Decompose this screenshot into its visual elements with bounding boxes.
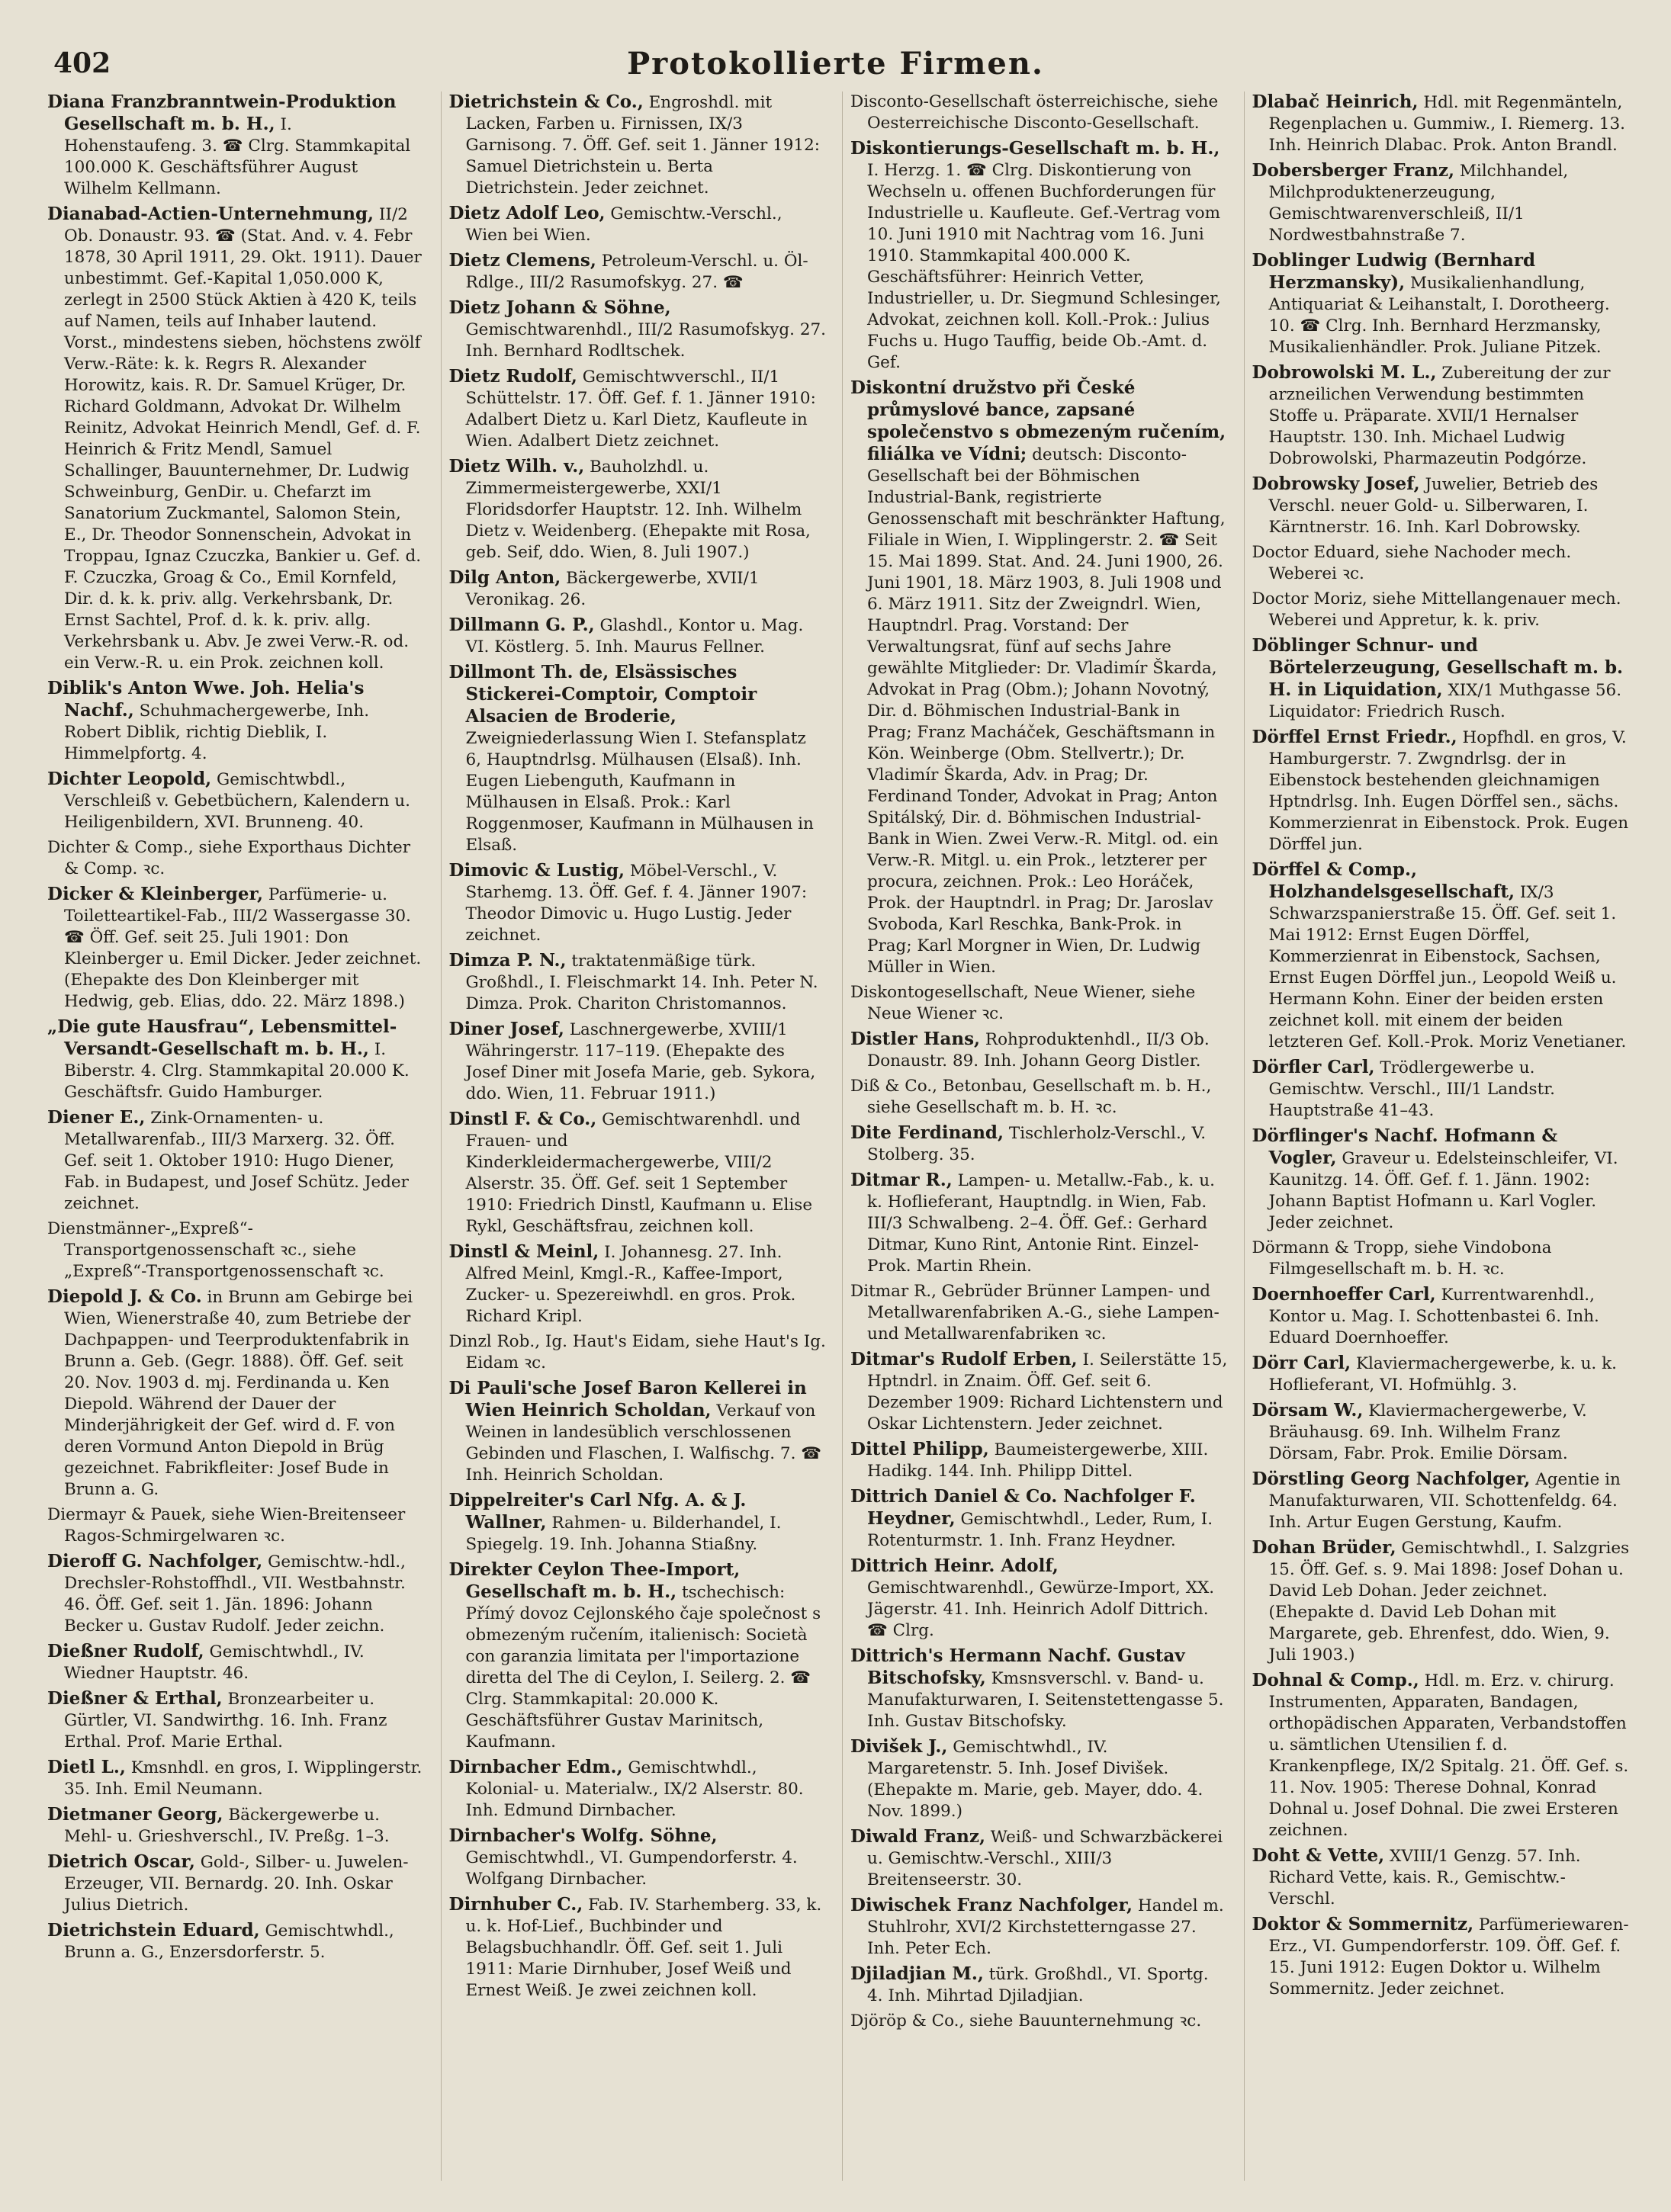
directory-entry [449,203,827,246]
firm-details: tschechisch: Přímý dovoz Cejlonského čaje společnost s obmezeným ručením, italienisch: Società con garanzia limitata per l'importazione diretta del The di Ceylon, I. Seilerg. 2. ☎ Clrg. Stammkapital: 20.000 K. Geschäftsführer Gustav Marinitsch, Kaufmann. [465,1583,821,1751]
directory-entry [47,769,426,833]
directory-entry [850,377,1229,978]
firm-details: I. Seilerstätte 15, Hptndrl. in Znaim. Öff. Gef. seit 6. Dezember 1909: Richard Lichtenstern und Oskar Lichtenstern. Jeder zeichnet. [867,1350,1228,1433]
directory-entry [47,1218,426,1283]
firm-name: Dirnhuber C., [448,1894,583,1915]
firm-name: Dittrich Heinr. Adolf, [850,1555,1059,1576]
directory-entry [449,1757,827,1822]
firm-details: Graveur u. Edelsteinschleifer, VI. Kaunitzg. 14. Öff. Gef. f. 1. Jänn. 1902: Johann Baptist Hofmann u. Karl Vogler. Jeder zeichnet. [1268,1149,1618,1232]
firm-details: Weiß- und Schwarzbäckerei u. Gemischtw.-Verschl., XIII/3 Breitenseerstr. 30. [867,1828,1223,1889]
directory-entry [47,1920,426,1963]
directory-entry [1252,1845,1631,1910]
directory-entry [850,1439,1229,1482]
directory-entry [1252,542,1631,585]
firm-details: Agentie in Manufakturwaren, VII. Schottenfeldg. 64. Inh. Artur Eugen Gerstung, Kaufm. [1268,1470,1621,1532]
firm-name: Diana Franzbranntwein-Produktion Gesellschaft m. b. H., [47,91,397,134]
directory-entry [449,662,827,856]
directory-entry [449,1825,827,1890]
firm-details: Djöröp & Co., siehe Bauunternehmung ꝛc. [850,2011,1202,2031]
firm-details: Hdl. mit Regenmänteln, Regenplachen u. Gummiw., I. Riemerg. 13. Inh. Heinrich Dlabac. Prok. Anton Brandl. [1268,93,1625,155]
firm-details: Kmsnhdl. en gros, I. Wipplingerstr. 35. Inh. Emil Neumann. [64,1758,423,1799]
firm-name: Dietz Johann & Söhne, [448,297,671,318]
directory-entry [850,1281,1229,1345]
directory-entry [47,204,426,674]
firm-name: Diskontierungs-Gesellschaft m. b. H., [850,138,1220,159]
firm-name: Dicker & Kleinberger, [47,884,263,904]
directory-entry [47,1286,426,1501]
firm-details: I. Johannesg. 27. Inh. Alfred Meinl, Kmgl.-R., Kaffee-Import, Zucker- u. Spezereiwhdl. en gros. Prok. Richard Kripl. [465,1243,796,1326]
directory-entry [449,297,827,362]
firm-details: Parfümeriewaren-Erz., VI. Gumpendorferstr. 109. Öff. Gef. f. 15. Juni 1912: Eugen Doktor u. Wilhelm Sommernitz. Jeder zeichnet. [1268,1915,1629,1999]
firm-details: Gemischtwhdl., IV. Wiedner Hauptstr. 46. [64,1642,365,1683]
firm-details: Gemischtw.-Verschl., Wien bei Wien. [465,204,782,245]
directory-entry [449,1109,827,1238]
directory-entry [47,1016,426,1103]
directory-entry [47,1551,426,1637]
directory-entry [47,1688,426,1753]
firm-name: Dlabač Heinrich, [1252,91,1419,112]
firm-name: Dietrichstein Eduard, [47,1920,260,1941]
firm-details: Gemischtwhdl., Brunn a. G., Enzersdorferstr. 5. [64,1921,394,1962]
firm-details: I. Herzg. 1. ☎ Clrg. Diskontierung von Wechseln u. offenen Buchforderungen für Industrielle u. Kaufleute. Gef.-Vertrag vom 10. Juni 1910 mit Nachtrag vom 16. Juni 1910. Stammkapital 400.000 K. Geschäftsführer: Heinrich Vetter, Industrieller, u. Dr. Siegmund Schlesinger, Advokat, zeichnen koll. Koll.-Prok.: Julius Fuchs u. Hugo Tauffig, beide Ob.-Amt. d. Gef. [867,161,1221,372]
firm-name: Doktor & Sommernitz, [1252,1914,1474,1934]
directory-entry [47,1804,426,1848]
firm-details: Klaviermachergewerbe, V. Bräuhausg. 69. Inh. Wilhelm Franz Dörsam, Fabr. Prok. Emilie Dörsam. [1268,1401,1587,1463]
firm-details: Disconto-Gesellschaft österreichische, siehe Oesterreichische Disconto-Gesellschaft. [850,92,1219,133]
directory-entry [47,1504,426,1547]
firm-details: Tischlerholz-Verschl., V. Stolberg. 35. [867,1124,1207,1164]
firm-details: Milchhandel, Milchproduktenerzeugung, Gemischtwarenverschleiß, II/1 Nordwestbahnstraße 7. [1268,162,1569,245]
firm-details: Laschnergewerbe, XVIII/1 Währingerstr. 117–119. (Ehepakte des Josef Diner mit Josefa Marie, geb. Sykora, ddo. Wien, 11. Februar 1911.) [465,1020,816,1103]
firm-details: Zweigniederlassung Wien I. Stefansplatz 6, Hauptndrlsg. Mülhausen (Elsaß). Inh. Eugen Liebenguth, Kaufmann in Mülhausen in Elsaß. Prok.: Karl Roggenmoser, Kaufmann in Mülhausen in Elsaß. [465,729,814,855]
firm-details: Doctor Moriz, siehe Mittellangenauer mech. Weberei und Appretur, k. k. priv. [1252,589,1621,630]
firm-name: Djiladjian M., [850,1963,984,1984]
firm-name: Dörffel & Comp., Holzhandelsgesellschaft, [1252,859,1515,902]
directory-entry [449,250,827,294]
running-head: Protokollierte Firmen. [627,46,1044,82]
firm-details: Hdl. m. Erz. v. chirurg. Instrumenten, Apparaten, Bandagen, orthopädischen Apparaten, Verbandstoffen u. sämtlichen Utensilien f. d. Krankenpflege, IX/2 Spitalg. 21. Öff. Gef. s. 11. Nov. 1905: Therese Dohnal, Konrad Dohnal u. Josef Dohnal. Die zwei Ersteren zeichnen. [1268,1671,1629,1840]
firm-details: Kurrentwarenhdl., Kontor u. Mag. I. Schottenbastei 6. Inh. Eduard Doernhoeffer. [1268,1286,1599,1347]
directory-entry [449,1019,827,1105]
firm-name: Dimza P. N., [448,950,567,971]
directory-entry [449,615,827,658]
firm-details: Zubereitung der zur arzneilichen Verwendung bestimmten Stoffe u. Präparate. XVII/1 Hernalser Hauptstr. 130. Inh. Michael Ludwig Dobrowolski, Pharmazeutin Podgórze. [1268,364,1611,468]
directory-entry [449,366,827,452]
firm-name: Diskontní družstvo při České průmyslové bance, zapsané společenstvo s obmezeným ručením, filiálka ve Vídni; [850,377,1226,464]
firm-details: IX/3 Schwarzspanierstraße 15. Öff. Gef. seit 1. Mai 1912: Ernst Eugen Dörffel, Kommerzienrat in Eibenstock, Sachsen, Ernst Eugen Dörffel jun., Leopold Weiß u. Hermann Kohn. Einer der beiden ersten zeichnet koll. mit einem der beiden letzteren Gef. Koll.-Prok. Moriz Venetianer. [1268,883,1627,1051]
firm-details: Dörmann & Tropp, siehe Vindobona Filmgesellschaft m. b. H. ꝛc. [1252,1238,1552,1279]
firm-details: Gemischtwarenhdl. und Frauen- und Kinderkleidermachergewerbe, VIII/2 Alserstr. 35. Öff. Gef. seit 1 September 1910: Friedrich Dinstl, Kaufmann u. Elise Rykl, Geschäftsfrau, zeichnen koll. [465,1110,813,1236]
firm-details: Bauholzhdl. u. Zimmermeistergewerbe, XXI/1 Floridsdorfer Hauptstr. 12. Inh. Wilhelm Dietz v. Weidenberg. (Ehepakte mit Rosa, geb. Seif, ddo. Wien, 8. Juli 1907.) [465,457,811,562]
firm-name: Dobersberger Franz, [1252,160,1454,181]
firm-name: Dinstl F. & Co., [448,1109,597,1129]
firm-details: Bäckergewerbe, XVII/1 Veronikag. 26. [465,569,760,609]
firm-name: Diner Josef, [448,1019,564,1039]
directory-entry [850,1826,1229,1891]
directory-entry [850,1963,1229,2007]
firm-name: Dietrich Oscar, [47,1851,195,1872]
directory-entry [1252,474,1631,538]
directory-entry [47,1107,426,1215]
firm-name: Dittrich's Hermann Nachf. Gustav Bitschofsky, [850,1645,1185,1688]
firm-name: „Die gute Hausfrau“, Lebensmittel-Versandt-Gesellschaft m. b. H., [47,1016,397,1059]
directory-entry [47,91,426,200]
directory-entry [850,1486,1229,1552]
firm-name: Dirnbacher Edm., [448,1757,623,1777]
firm-details: Gemischtwbdl., Verschleiß v. Gebetbüchern, Kalendern u. Heiligenbildern, XVI. Brunneng. 40. [64,770,410,832]
firm-name: Dimovic & Lustig, [448,860,625,881]
directory-entry [449,91,827,199]
firm-details: Dichter & Comp., siehe Exporthaus Dichter & Comp. ꝛc. [47,838,411,878]
column-1 [47,91,426,2181]
firm-details: Gold-, Silber- u. Juwelen-Erzeuger, VII. Bernardg. 20. Inh. Oskar Julius Dietrich. [64,1853,409,1915]
directory-entry [449,1894,827,2002]
firm-name: Dießner Rudolf, [47,1641,204,1661]
firm-details: Rahmen- u. Bilderhandel, I. Spiegelg. 19. Inh. Johanna Stiaßny. [465,1514,782,1554]
directory-entry [449,1241,827,1328]
directory-entry [1252,1238,1631,1280]
firm-details: Bronzearbeiter u. Gürtler, VI. Sandwirthg. 16. Inh. Franz Erthal. Prof. Marie Erthal. [64,1690,387,1751]
firm-name: Dohnal & Comp., [1252,1670,1419,1690]
firm-details: Zink-Ornamenten- u. Metallwarenfab., III/3 Marxerg. 32. Öff. Gef. seit 1. Oktober 1910: Hugo Diener, Fab. in Budapest, und Josef Schütz. Jeder zeichnet. [64,1109,409,1213]
firm-details: XIX/1 Muthgasse 56. Liquidator: Friedrich Rusch. [1268,681,1622,721]
firm-name: Dillmann G. P., [448,615,595,635]
firm-details: Gemischtwhdl., I. Salzgries 15. Öff. Gef. s. 9. Mai 1898: Josef Dohan u. David Leb Dohan. Jeder zeichnet. (Ehepakte d. David Leb Dohan mit Margarete, geb. Ehrenfest, ddo. Wien, 9. Juli 1903.) [1268,1539,1630,1665]
firm-details: traktatenmäßige türk. Großhdl., I. Fleischmarkt 14. Inh. Peter N. Dimza. Prok. Chariton Christomannos. [465,952,818,1013]
firm-name: Dillmont Th. de, Elsässisches Stickerei-Comptoir, Comptoir Alsacien de Broderie, [448,662,757,727]
firm-name: Dießner & Erthal, [47,1688,223,1709]
firm-details: Möbel-Verschl., V. Starhemg. 13. Öff. Gef. f. 4. Jänner 1907: Theodor Dimovic u. Hugo Lustig. Jeder zeichnet. [465,862,808,945]
directory-entry [1252,635,1631,723]
directory-entry [1252,1469,1631,1533]
directory-entry [47,837,426,880]
page-number: 402 [53,47,111,79]
directory-entry [850,2011,1229,2032]
directory-entry [47,1851,426,1916]
firm-details: Hopfhdl. en gros, V. Hamburgerstr. 7. Zwgndrlsg. der in Eibenstock bestehenden gleichnamigen Hptndrlsg. Inh. Eugen Dörffel sen., sächs. Kommerzienrat in Eibenstock. Prok. Eugen Dörffel jun. [1268,728,1629,854]
firm-details: Gemischtwhdl., IV. Margaretenstr. 5. Inh. Josef Divišek. (Ehepakte m. Marie, geb. Mayer, ddo. 4. Nov. 1899.) [867,1738,1203,1821]
firm-details: Gemischtwarenhdl., Gewürze-Import, XX. Jägerstr. 41. Inh. Heinrich Adolf Dittrich. ☎ Clrg. [867,1578,1215,1640]
firm-name: Döblinger Schnur- und Börtelerzeugung, Gesellschaft m. b. H. in Liquidation, [1252,635,1624,700]
firm-details: Gemischtwhdl., Kolonial- u. Materialw., IX/2 Alserstr. 80. Inh. Edmund Dirnbacher. [465,1758,804,1820]
firm-details: Petroleum-Verschl. u. Öl-Rdlge., III/2 Rasumofskyg. 27. ☎ [465,252,808,292]
firm-name: Diepold J. & Co. [47,1286,202,1307]
firm-details: Verkauf von Weinen in landesüblich verschlossenen Gebinden und Flaschen, I. Walfischg. 7. ☎ Inh. Heinrich Scholdan. [465,1401,822,1485]
directory-entry [1252,1353,1631,1396]
directory-entry [1252,1284,1631,1349]
firm-name: Diener E., [47,1107,146,1128]
firm-details: Handel m. Stuhlrohr, XVI/2 Kirchstetterngasse 27. Inh. Peter Ech. [867,1896,1224,1958]
firm-details: Bäckergewerbe u. Mehl- u. Grieshverschl., IV. Preßg. 1–3. [64,1806,390,1846]
firm-name: Dietz Adolf Leo, [448,203,606,223]
firm-details: Kmsnsverschl. v. Band- u. Manufakturwaren, I. Seitenstettengasse 5. Inh. Gustav Bitschofsky. [867,1669,1224,1731]
firm-details: Diß & Co., Betonbau, Gesellschaft m. b. H., siehe Gesellschaft m. b. H. ꝛc. [850,1077,1212,1117]
firm-name: Dinstl & Meinl, [448,1241,599,1262]
directory-entry [850,1895,1229,1960]
firm-name: Dietz Clemens, [448,250,596,271]
directory-entry [850,1076,1229,1119]
firm-details: Dinzl Rob., Ig. Haut's Eidam, siehe Haut's Ig. Eidam ꝛc. [448,1332,826,1372]
firm-name: Dörfler Carl, [1252,1057,1375,1077]
firm-details: Gemischtwhdl., Leder, Rum, I. Rotenturmstr. 1. Inh. Franz Heydner. [867,1510,1213,1550]
firm-details: Musikalienhandlung, Antiquariat & Leihanstalt, I. Dorotheerg. 10. ☎ Clrg. Inh. Bernhard Herzmansky, Musikalienhändler. Prok. Juliane Pitzek. [1268,274,1610,357]
directory-entry [47,1757,426,1800]
firm-details: deutsch: Disconto-Gesellschaft bei der Böhmischen Industrial-Bank, registrierte Genossenschaft mit beschränkter Haftung, Filiale in Wien, I. Wipplingerstr. 2. ☎ Seit 15. Mai 1899. Stat. And. 24. Juni 1900, 26. Juni 1901, 18. März 1903, 8. Juli 1908 und 6. März 1911. Sitz der Zweigndrl. Wien, Hauptndrl. Prag. Vorstand: Der Verwaltungsrat, fünf auf sechs Jahre gewählte Mitglieder: Dr. Vladimír Škarda, Advokat in Prag (Obm.); Johann Novotný, Dir. d. Böhmischen Industrial-Bank in Prag; Franz Macháček, Geschäftsmann in Kön. Weinberge (Obm. Stellvertr.); Dr. Vladimír Škarda, Adv. in Prag; Dr. Ferdinand Tonder, Advokat in Prag; Anton Spitálský, Dir. d. Böhmischen Industrial-Bank in Wien. Zwei Verw.-R. Mitgl. od. ein Verw.-R. Mitgl. u. ein Prok., letzterer per procura, zeichnen. Prok.: Leo Horáček, Prok. der Hauptndrl. in Prag; Dr. Jaroslav Svoboda, Karl Reschka, Bank-Prok. in Prag; Karl Morgner in Wien, Dr. Ludwig Müller in Wien. [867,445,1226,977]
column-2 [441,91,827,2181]
directory-entry [850,1555,1229,1642]
firm-name: Dirnbacher's Wolfg. Söhne, [448,1825,718,1846]
firm-name: Dörffel Ernst Friedr., [1252,727,1457,747]
firm-name: Divišek J., [850,1736,948,1757]
firm-name: Doht & Vette, [1252,1845,1385,1866]
firm-details: Trödlergewerbe u. Gemischtw. Verschl., III/1 Landstr. Hauptstraße 41–43. [1268,1058,1555,1120]
firm-name: Dobrowsky Josef, [1252,474,1420,494]
directory-entry [850,91,1229,134]
directory-entry [47,884,426,1013]
directory-entry [1252,1537,1631,1666]
firm-details: Gemischtwverschl., II/1 Schüttelstr. 17. Öff. Gef. f. 1. Jänner 1910: Adalbert Dietz u. Karl Dietz, Kaufleute in Wien. Adalbert Dietz zeichnet. [465,368,816,451]
directory-entry [449,1559,827,1753]
firm-name: Dite Ferdinand, [850,1122,1004,1143]
firm-name: Dilg Anton, [448,567,561,588]
directory-entry [449,1490,827,1555]
firm-name: Ditmar's Rudolf Erben, [850,1349,1078,1369]
firm-details: Doctor Eduard, siehe Nachoder mech. Weberei ꝛc. [1252,543,1572,583]
firm-details: Diermayr & Pauek, siehe Wien-Breitenseer Ragos-Schmirgelwaren ꝛc. [47,1505,406,1546]
directory-entry [1252,1670,1631,1841]
firm-name: Distler Hans, [850,1029,981,1049]
firm-name: Dobrowolski M. L., [1252,362,1437,383]
firm-details: Juwelier, Betrieb des Verschl. neuer Gold- u. Silberwaren, I. Kärntnerstr. 16. Inh. Karl Dobrowsky. [1268,475,1599,537]
firm-details: Glashdl., Kontor u. Mag. VI. Köstlerg. 5. Inh. Maurus Fellner. [465,616,804,657]
directory-columns [47,91,1630,2181]
directory-entry [1252,1914,1631,2000]
firm-details: Klaviermachergewerbe, k. u. k. Hoflieferant, VI. Hofmühlg. 3. [1268,1354,1617,1395]
firm-name: Dietl L., [47,1757,126,1777]
firm-details: Rohproduktenhdl., II/3 Ob. Donaustr. 89. Inh. Johann Georg Distler. [867,1030,1210,1071]
firm-name: Dianabad-Actien-Unternehmung, [47,204,374,224]
firm-details: Schuhmachergewerbe, Inh. Robert Diblik, richtig Dieblik, I. Himmelpfortg. 4. [64,701,370,763]
firm-details: in Brunn am Gebirge bei Wien, Wienerstraße 40, zum Betriebe der Dachpappen- und Teerproduktenfabrik in Brunn a. Geb. (Gegr. 1888). Öff. Gef. seit 20. Nov. 1903 d. mj. Ferdinanda u. Ken Diepold. Während der Dauer der Minderjährigkeit der Gef. wird d. F. von deren Vormund Anton Diepold in Brüg gezeichnet. Fabrikfleiter: Josef Bude in Brunn a. G. [64,1288,413,1499]
firm-details: Fab. IV. Starhemberg. 33, k. u. k. Hof-Lief., Buchbinder und Belagsbuchhandlr. Öff. Gef. seit 1. Juli 1911: Marie Dirnhuber, Josef Weiß und Ernest Weiß. Je zwei zeichnen koll. [465,1896,822,2000]
firm-details: Dienstmänner-„Expreß“-Transportgenossenschaft ꝛc., siehe „Expreß“-Transportgenossenschaft ꝛc. [47,1219,384,1281]
directory-entry [1252,589,1631,631]
firm-details: II/2 Ob. Donaustr. 93. ☎ (Stat. And. v. 4. Febr 1878, 30 April 1911, 29. Okt. 1911). Dauer unbestimmt. Gef.-Kapital 1,050.000 K, zerlegt in 2500 Stück Aktien à 420 K, teils auf Namen, teils auf Inhaber lautend. Vorst., mindestens sieben, höchstens zwölf Verw.-Räte: k. k. Regrs R. Alexander Horowitz, kais. R. Dr. Samuel Krüger, Dr. Richard Goldmann, Advokat Dr. Wilhelm Reinitz, Advokat Heinrich Mendl, Gef. d. F. Heinrich & Fritz Mendl, Samuel Schallinger, Bauunternehmer, Dr. Ludwig Schweinburg, GenDir. u. Chefarzt im Sanatorium Zuckmantel, Salomon Stein, E., Dr. Theodor Sonnenschein, Advokat in Troppau, Ignaz Czuczka, Bankier u. Gef. d. F. Czuczka, Groag & Co., Emil Kornfeld, Dir. d. k. k. priv. allg. Verkehrsbank, Dr. Ernst Sachtel, Prof. d. k. k. priv. allg. Verkehrsbank u. Abv. Je zwei Verw.-R. od. ein Verw.-R. u. ein Prok. zeichnen koll. [64,205,422,673]
firm-name: Dörr Carl, [1252,1353,1351,1373]
directory-entry [1252,91,1631,156]
firm-details: Baumeistergewerbe, XIII. Hadikg. 144. Inh. Philipp Dittel. [867,1440,1209,1481]
directory-entry [1252,362,1631,470]
firm-details: Gemischtwarenhdl., III/2 Rasumofskyg. 27. Inh. Bernhard Rodltschek. [465,320,827,361]
directory-entry [449,860,827,946]
directory-entry [850,1170,1229,1277]
directory-entry [449,1331,827,1374]
firm-details: türk. Großhdl., VI. Sportg. 4. Inh. Mihrtad Djiladjian. [867,1965,1209,2005]
directory-entry [449,1378,827,1486]
firm-name: Direkter Ceylon Thee-Import, Gesellschaft m. b. H., [448,1559,741,1602]
firm-name: Dittel Philipp, [850,1439,989,1459]
firm-details: I. Biberstr. 4. Clrg. Stammkapital 20.000 K. Geschäftsfr. Guido Hamburger. [64,1040,410,1102]
firm-details: Parfümerie- u. Toiletteartikel-Fab., III/2 Wassergasse 30. ☎ Öff. Gef. seit 25. Juli 1901: Don Kleinberger u. Emil Dicker. Jeder zeichnet. (Ehepakte des Don Kleinberger mit Hedwig, geb. Elias, ddo. 22. März 1898.) [64,885,422,1011]
firm-name: Dörsam W., [1252,1400,1364,1421]
directory-entry [850,1349,1229,1435]
directory-entry [1252,727,1631,856]
firm-name: Dietmaner Georg, [47,1804,223,1825]
firm-name: Dietrichstein & Co., [448,91,644,112]
firm-details: Lampen- u. Metallw.-Fab., k. u. k. Hoflieferant, Hauptndlg. in Wien, Fab. III/3 Schwalbeng. 2–4. Öff. Gef.: Gerhard Ditmar, Kuno Rint, Antonie Rint. Einzel-Prok. Martin Rhein. [867,1171,1215,1276]
firm-details: Diskontogesellschaft, Neue Wiener, siehe Neue Wiener ꝛc. [850,983,1196,1023]
directory-entry [1252,859,1631,1053]
firm-details: Gemischtw.-hdl., Drechsler-Rohstoffhdl., VII. Westbahnstr. 46. Öff. Gef. seit 1. Jän. 1896: Johann Becker u. Gustav Rudolf. Jeder zeichn. [64,1552,406,1636]
directory-entry [449,456,827,563]
firm-name: Doernhoeffer Carl, [1252,1284,1436,1305]
firm-name: Doblinger Ludwig (Bernhard Herzmansky), [1252,250,1536,293]
firm-name: Diblik's Anton Wwe. Joh. Helia's Nachf., [47,678,365,721]
directory-entry [47,678,426,765]
firm-name: Dohan Brüder, [1252,1537,1396,1558]
firm-name: Di Pauli'sche Josef Baron Kellerei in Wien Heinrich Scholdan, [448,1378,807,1421]
firm-name: Dippelreiter's Carl Nfg. A. & J. Wallner, [448,1490,747,1533]
firm-name: Dörstling Georg Nachfolger, [1252,1469,1531,1489]
directory-entry [1252,1057,1631,1122]
directory-entry [1252,160,1631,246]
firm-name: Ditmar R., [850,1170,953,1190]
directory-entry [449,950,827,1015]
column-3 [842,91,1229,2181]
directory-entry [850,1029,1229,1072]
firm-name: Dietz Wilh. v., [448,456,585,477]
firm-name: Dittrich Daniel & Co. Nachfolger F. Heydner, [850,1486,1196,1529]
firm-details: Engroshdl. mit Lacken, Farben u. Firnissen, IX/3 Garnisong. 7. Öff. Gef. seit 1. Jänner 1912: Samuel Dietrichstein u. Berta Dietrichstein. Jeder zeichnet. [465,93,821,197]
column-4 [1244,91,1631,2181]
directory-entry [850,138,1229,374]
firm-details: Gemischtwhdl., VI. Gumpendorferstr. 4. Wolfgang Dirnbacher. [465,1848,798,1889]
directory-entry [850,982,1229,1025]
directory-entry [850,1122,1229,1166]
directory-entry [1252,250,1631,358]
firm-details: XVIII/1 Genzg. 57. Inh. Richard Vette, kais. R., Gemischtw.-Verschl. [1268,1847,1581,1909]
directory-entry [47,1641,426,1684]
firm-name: Dieroff G. Nachfolger, [47,1551,263,1572]
directory-entry [1252,1400,1631,1465]
firm-name: Diwald Franz, [850,1826,985,1847]
directory-entry [850,1645,1229,1732]
directory-entry [850,1736,1229,1822]
firm-name: Dietz Rudolf, [448,366,577,387]
directory-entry [1252,1125,1631,1234]
firm-name: Dörflinger's Nachf. Hofmann & Vogler, [1252,1125,1558,1168]
firm-details: Ditmar R., Gebrüder Brünner Lampen- und Metallwarenfabriken A.-G., siehe Lampen- und Metallwarenfabriken ꝛc. [850,1282,1220,1344]
firm-name: Diwischek Franz Nachfolger, [850,1895,1133,1915]
directory-entry [449,567,827,611]
firm-name: Dichter Leopold, [47,769,212,789]
firm-details: I. Hohenstaufeng. 3. ☎ Clrg. Stammkapital 100.000 K. Geschäftsführer August Wilhelm Kellmann. [64,115,411,198]
